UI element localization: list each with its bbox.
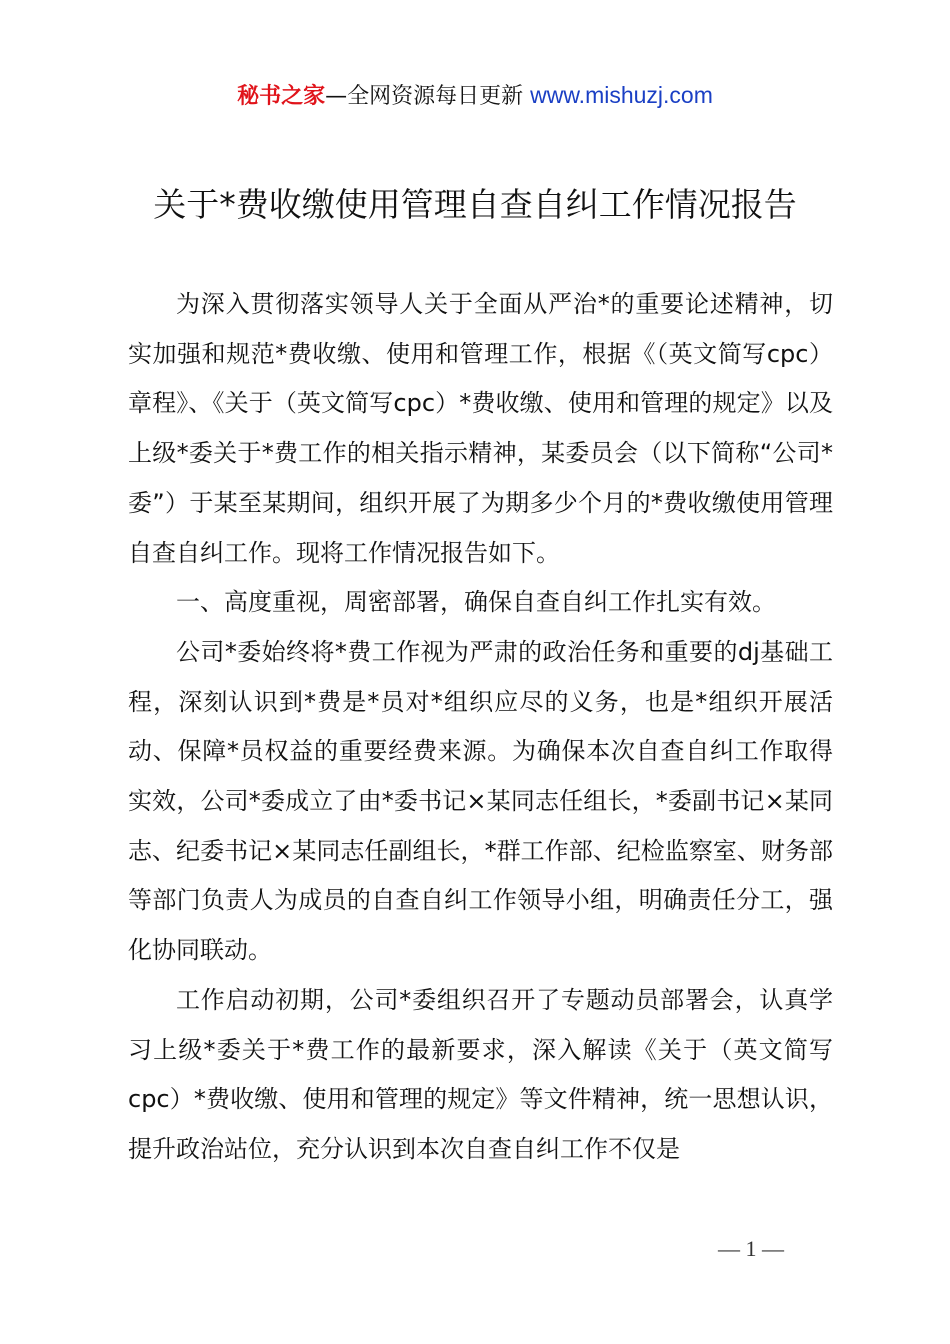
section-heading-1: 一、高度重视，周密部署，确保自查自纠工作扎实有效。 — [176, 588, 776, 617]
header-slogan: —全网资源每日更新 — [325, 84, 531, 109]
document-title: 关于*费收缴使用管理自查自纠工作情况报告 — [153, 185, 797, 224]
paragraph-intro: 为深入贯彻落实领导人关于全面从严治*的重要论述精神，切实加强和规范*费收缴、使用和管理工作，根据《（英文简写cpc）章程》、《关于（英文简写cpc）*费收缴、使用和管理的规定》以及上级*委关于*费工作的相关指示精神，某委员会（以下简称“公司*委”）于某至某期间，组织开展了为期多少个月的*费收缴使用管理自查自纠工作。现将工作情况报告如下。 — [128, 290, 833, 567]
page-number: — 1 — — [718, 1236, 784, 1261]
document-body — [128, 280, 833, 1175]
site-url-link[interactable]: www.mishuzj.com — [530, 82, 713, 108]
paragraph-body: 工作启动初期，公司*委组织召开了专题动员部署会，认真学习上级*委关于*费工作的最新要求，深入解读《关于（英文简写cpc）*费收缴、使用和管理的规定》等文件精神，统一思想认识，提升政治站位，充分认识到本次自查自纠工作不仅是 — [128, 985, 833, 1163]
site-header — [0, 78, 950, 114]
paragraph-body: 公司*委始终将*费工作视为严肃的政治任务和重要的dj基础工程，深刻认识到*费是*员对*组织应尽的义务，也是*组织开展活动、保障*员权益的重要经费来源。为确保本次自查自纠工作取得实效，公司*委成立了由*委书记×某同志任组长，*委副书记×某同志、纪委书记×某同志任副组长，*群工作部、纪检监察室、财务部等部门负责人为成员的自查自纠工作领导小组，明确责任分工，强化协同联动。 — [128, 637, 833, 965]
brand-name: 秘书之家 — [237, 84, 326, 109]
